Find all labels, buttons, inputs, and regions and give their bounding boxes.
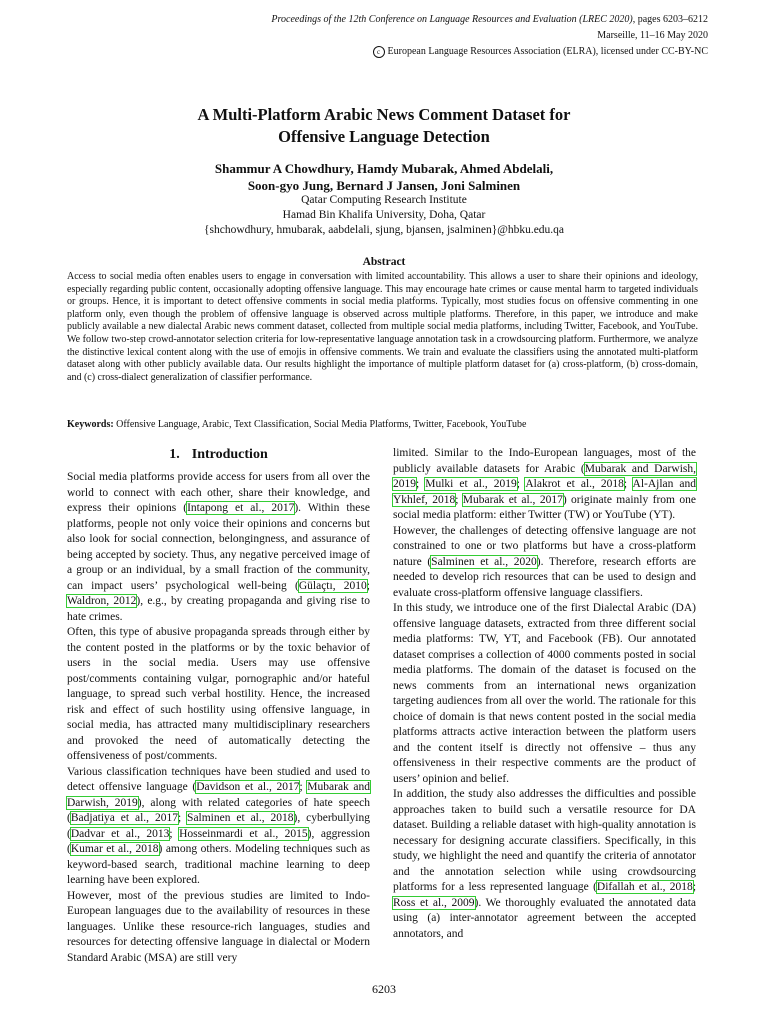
keywords — [67, 418, 698, 431]
venue: Proceedings of the 12th Conference on Language Resources and Evaluation (LREC 2020) — [271, 14, 633, 25]
copyright-icon: c — [373, 46, 385, 58]
citation-link[interactable]: Mulki et al., 2019 — [425, 478, 517, 490]
authors-line-1: Shammur A Chowdhury, Hamdy Mubarak, Ahmed Abdelali, — [214, 161, 554, 176]
citation-link[interactable]: Davidson et al., 2017 — [196, 781, 300, 793]
text-run: ; — [366, 579, 370, 592]
text-run: ). Within these platforms, people not only voice their opinions and concerns but also look for social connection, belongingness, and assurance of being accepted by society. Thus, any negative perceived image of a group or an individual, by a small fraction of the community, can impact users’ psychological well-being ( — [67, 502, 370, 592]
text-run: However, the challenges of detecting offensive language are not constrained to one or two platforms but have a cross-platform nature ( — [393, 524, 696, 568]
intro-paragraph-2: Often, this type of abusive propaganda spreads through either by the content posted in the platforms or by the toxic behavior of users in the social media. Users may use offensive post/comments containing vulgar, pornographic and/or hateful language, to spread such verbal hostility. Hence, the increased risk and effect of such hostility using offensive language, in social media, has attracted many multidisciplinary researchers and provoked the need of automatically detecting the offensiveness of post/comments. — [67, 626, 370, 762]
intro-paragraph-1 — [67, 470, 370, 625]
section-heading-introduction — [67, 446, 370, 464]
citation-link[interactable]: Difallah et al., 2018 — [596, 881, 693, 893]
text-run: ). Therefore, research efforts are needed to develop rich resources that can be used to design and evaluate cross-platform offensive language classifiers. — [393, 555, 696, 599]
intro-paragraph-6 — [393, 524, 696, 602]
citation-link[interactable]: Gülaçtı, 2010 — [298, 579, 367, 592]
intro-paragraph-5 — [393, 446, 696, 524]
text-run: ; — [169, 827, 180, 840]
text-run: limited. Similar to the Indo-European languages, most of the publicly available datasets for Arabic ( — [393, 447, 696, 475]
authors-line-2: Soon-gyo Jung, Bernard J Jansen, Joni Salminen — [247, 178, 521, 193]
page-number: 6203 — [372, 982, 396, 996]
text-run: ; — [516, 478, 526, 490]
text-run: ; — [623, 478, 633, 490]
text-run: ; — [299, 781, 308, 793]
text-run: ) originate mainly from one social media platform: either Twitter (TW) or YouTube (YT). — [393, 493, 696, 521]
text-run: ; — [455, 493, 463, 506]
citation-link[interactable]: Ross et al., 2009 — [393, 896, 475, 909]
abstract-text: Access to social media often enables users to engage in conversation with limited accountability. This allows a user to share their opinions and ideology, especially regarding public content, occasionally adopting offensive language. This may encourage hate crimes or cause mental harm to targeted individuals or groups. Hence, it is important to detect offensive comments in social media platforms. Typically, most studies focus on offensive commenting in one platform only, even though the problem of offensive language is observed across multiple platforms. Therefore, in this paper, we introduce and make publicly available a new dialectal Arabic news comment dataset, collected from multiple social media platforms, including Twitter, Facebook, and YouTube. We follow two-step crowd-annotator selection criteria for low-representative language annotation task in a crowdsourcing platform. Furthermore, we analyze the distinctive lexical content along with the use of emojis in offensive comments. We train and evaluate the classifiers using the annotated multi-platform dataset along with other publicly available data. Our results highlight the importance of multiple platform dataset for (a) cross-platform, (b) cross-domain, and (c) cross-dialect generalization of classifier performance. — [67, 271, 698, 383]
citation-link[interactable]: Hosseinmardi et al., 2015 — [179, 827, 308, 840]
citation-link[interactable]: Kumar et al., 2018 — [70, 843, 159, 855]
text-run: ), along with related categories of hate speech ( — [67, 796, 370, 824]
left-column — [67, 446, 370, 966]
keywords-list: Offensive Language, Arabic, Text Classification, Social Media Platforms, Twitter, Facebook, YouTube — [113, 419, 527, 430]
title-line-1: A Multi-Platform Arabic News Comment Dataset for — [197, 105, 571, 124]
title-line-2: Offensive Language Detection — [278, 127, 490, 146]
text-run: ) among others. Modeling techniques such as keyword-based search, traditional machine learning to deep learning have been explored. — [67, 843, 370, 886]
author-emails: {shchowdhury, hmubarak, aabdelali, sjung, bjansen, jsalminen}@hbku.edu.qa — [203, 224, 565, 236]
citation-link[interactable]: Waldron, 2012 — [67, 595, 137, 607]
text-run: Various classification techniques have been studied and used to detect offensive language ( — [67, 765, 370, 793]
venue-line — [271, 12, 708, 28]
intro-paragraph-3 — [67, 765, 370, 889]
affiliation-university: Hamad Bin Khalifa University, Doha, Qatar — [282, 209, 486, 221]
license-line — [271, 44, 708, 60]
citation-link[interactable]: Al-Ajlan and Ykhlef, 2018 — [393, 478, 697, 506]
location-date: Marseille, 11–16 May 2020 — [597, 30, 708, 41]
keywords-label: Keywords: — [67, 419, 114, 430]
citation-link[interactable]: Intapong et al., 2017 — [187, 502, 295, 514]
citation-link[interactable]: Mubarak and Darwish, 2019 — [67, 781, 371, 809]
citation-link[interactable]: Salminen et al., 2020 — [431, 555, 537, 568]
citation-link[interactable]: Mubarak and Darwish, 2019 — [393, 462, 696, 490]
abstract-heading: Abstract — [362, 256, 406, 268]
text-run: ; — [692, 881, 697, 893]
page-range: , pages 6203–6212 — [632, 14, 708, 25]
text-run: ; — [416, 478, 426, 490]
text-run: ). We thoroughly evaluated the annotated data using (a) inter-annotator agreement between the accepted annotators, and — [393, 896, 696, 940]
text-run: ), e.g., by creating propaganda and giving rise to hate crimes. — [67, 595, 371, 623]
text-run: Social media platforms provide access for users from all over the world to connect with each other, share their knowledge, and express their opinions ( — [67, 471, 370, 514]
citation-link[interactable]: Mubarak et al., 2017 — [462, 493, 563, 506]
text-run: ), aggression ( — [67, 827, 370, 855]
citation-link[interactable]: Badjatiya et al., 2017 — [70, 812, 178, 824]
paper-title — [0, 104, 768, 148]
citation-link[interactable]: Salminen et al., 2018 — [187, 812, 294, 824]
right-column — [393, 446, 696, 942]
intro-paragraph-4: However, most of the previous studies are limited to Indo-European languages due to the availability of resources in these languages. Unlike these resource-rich languages, studies and resources for detecting offensive language in dialectal or Modern Standard Arabic (MSA) are still very — [67, 889, 370, 964]
citation-link[interactable]: Dadvar et al., 2013 — [70, 827, 170, 840]
citation-link[interactable]: Alakrot et al., 2018 — [525, 478, 624, 490]
affiliation-block — [0, 193, 768, 238]
text-run: ), cyberbullying ( — [67, 812, 371, 840]
intro-paragraph-7: In this study, we introduce one of the first Dialectal Arabic (DA) offensive language datasets, extracted from three different social media platforms: TW, YT, and Facebook (FB). Our annotated dataset comprises a collection of 4000 comments posted in social media platforms. The domain of the dataset is focused on the news comments from an international news organization targeting audiences from all over the world. The rationale for this choice of domain is that news content posted in the social media platforms attracts active interaction between the platform users and the content itself is directly not offensive – thus any offensiveness in their respective comments are the product of users’ opinion and belief. — [393, 602, 696, 785]
section-number: 1. — [169, 447, 180, 462]
author-list — [0, 160, 768, 194]
proceedings-header — [271, 12, 708, 60]
section-title: Introduction — [191, 447, 268, 462]
license-text: European Language Resources Association (ELRA), licensed under CC-BY-NC — [387, 46, 708, 57]
intro-paragraph-8 — [393, 787, 696, 942]
text-run: ; — [177, 812, 188, 824]
affiliation-institute: Qatar Computing Research Institute — [301, 194, 467, 206]
text-run: In addition, the study also addresses the difficulties and possible approaches taken to build such a versatile resource for DA dataset. Building a reliable dataset with high-quality annotation is necessary for designing accurate classifiers. Specifically, in this study, we highlight the need and quantify the criteria of annotator and the annotation selection while using crowdsourcing platforms for a less represented language ( — [393, 788, 696, 893]
